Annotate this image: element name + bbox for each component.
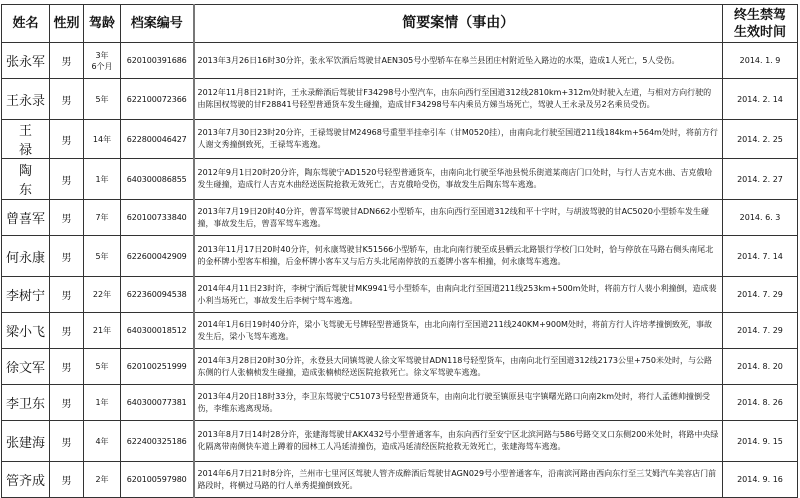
header-years: 驾龄	[84, 5, 121, 43]
cell-years	[84, 120, 121, 159]
cell-name: 张永军	[2, 43, 50, 79]
cell-name: 曾喜军	[2, 200, 50, 236]
cell-file-no: 622400325186	[121, 421, 194, 462]
cell-effective-date: 2014. 2. 27	[723, 159, 798, 200]
cell-file-no: 620100597980	[121, 462, 194, 498]
cell-years-line1: 5年	[95, 94, 109, 104]
lifetime-driving-ban-table	[1, 4, 798, 498]
table-row	[2, 277, 798, 313]
cell-name: 管齐成	[2, 462, 50, 498]
cell-name: 王禄	[2, 120, 50, 159]
cell-gender: 男	[50, 79, 84, 120]
cell-gender: 男	[50, 236, 84, 277]
cell-effective-date: 2014. 1. 9	[723, 43, 798, 79]
cell-effective-date: 2014. 9. 15	[723, 421, 798, 462]
table-row	[2, 236, 798, 277]
cell-summary: 2013年7月30日23时20分许，王禄驾驶甘M24968号重型半挂牵引车（甘M0520挂），由南向北行驶至国道211线184km+564m处时，将前方行人谢文秀撞倒致死，王禄驾车逃逸。	[194, 120, 723, 159]
cell-summary: 2013年7月19日20时40分许，曾喜军驾驶甘ADN662小型轿车，由东向西行至国道312线和平十字时，与胡波驾驶的甘AC5020小型轿车发生碰撞，事故发生后，曾喜军驾车逃逸。	[194, 200, 723, 236]
cell-years-line1: 3年	[95, 50, 109, 60]
cell-gender: 男	[50, 349, 84, 385]
table-row	[2, 43, 798, 79]
cell-file-no: 640300018512	[121, 313, 194, 349]
table-row	[2, 462, 798, 498]
cell-years	[84, 385, 121, 421]
cell-years	[84, 159, 121, 200]
cell-summary: 2012年11月8日21时许，王永录醉酒后驾驶甘F34298号小型汽车，由东向西行至国道312线2810km+312m处时驶入左道，与相对方向行驶的由陈国权驾驶的甘F28841号轻型普通货车发生碰撞，造成甘F34298号车内乘员方娣当场死亡，驾驶人王永录及另2名乘员受伤。	[194, 79, 723, 120]
header-effective-date	[723, 5, 798, 43]
cell-effective-date: 2014. 2. 14	[723, 79, 798, 120]
cell-gender: 男	[50, 277, 84, 313]
cell-file-no: 622600042909	[121, 236, 194, 277]
cell-gender: 男	[50, 120, 84, 159]
table-body	[2, 43, 798, 498]
cell-name: 张建海	[2, 421, 50, 462]
cell-effective-date: 2014. 2. 25	[723, 120, 798, 159]
cell-years	[84, 462, 121, 498]
cell-summary: 2014年6月7日21时8分许，兰州市七里河区驾驶人管齐成醉酒后驾驶甘AGN029号小型普通客车，沿南滨河路由西向东行至三艾姆汽车美容店门前路段时，将横过马路的行人单秀提撞倒致死。	[194, 462, 723, 498]
cell-name: 何永康	[2, 236, 50, 277]
table-row	[2, 349, 798, 385]
table-row	[2, 200, 798, 236]
cell-file-no: 622360094538	[121, 277, 194, 313]
table-row	[2, 79, 798, 120]
cell-summary: 2014年4月11日23时许，李树宁酒后驾驶甘MK9941号小型轿车，由南向北行至国道211线253km+500m处时，将前方行人裴小利撞倒，造成裴小利当场死亡，事故发生后李树宁驾车逃逸。	[194, 277, 723, 313]
cell-name: 徐文军	[2, 349, 50, 385]
header-effective-date-line2: 生效时间	[733, 24, 786, 40]
cell-name: 梁小飞	[2, 313, 50, 349]
cell-years-line1: 5年	[95, 251, 109, 261]
cell-file-no: 620100733840	[121, 200, 194, 236]
cell-name: 陶东	[2, 159, 50, 200]
cell-years-line1: 1年	[95, 174, 109, 184]
cell-effective-date: 2014. 9. 16	[723, 462, 798, 498]
cell-summary: 2013年4月20日18时33分，李卫东驾驶宁C51073号轻型普通货车，由南向北行驶至镇原县屯字镇曙光路口向南2km处时，将行人孟德帅撞倒受伤，李维东逃离现场。	[194, 385, 723, 421]
header-summary: 简要案情（事由）	[194, 5, 723, 43]
cell-years-line1: 4年	[95, 436, 109, 446]
cell-years-line1: 22年	[92, 290, 112, 299]
cell-file-no: 620100251999	[121, 349, 194, 385]
header-gender: 性别	[50, 5, 84, 43]
table-row	[2, 385, 798, 421]
table-row	[2, 313, 798, 349]
cell-gender: 男	[50, 462, 84, 498]
cell-file-no: 640300086855	[121, 159, 194, 200]
header-file-no: 档案编号	[121, 5, 194, 43]
cell-summary: 2014年1月6日19时40分许，梁小飞驾驶无号牌轻型普通货车，由北向南行至国道211线240KM+900M处时，将前方行人许培孝撞倒致死，事故发生后，梁小飞驾车逃逸。	[194, 313, 723, 349]
cell-effective-date: 2014. 7. 29	[723, 313, 798, 349]
cell-file-no: 622800046427	[121, 120, 194, 159]
table-row	[2, 120, 798, 159]
cell-effective-date: 2014. 7. 29	[723, 277, 798, 313]
cell-file-no: 622100072366	[121, 79, 194, 120]
cell-gender: 男	[50, 385, 84, 421]
cell-summary: 2013年11月17日20时40分许，何永康驾驶甘K51566小型轿车，由北向南行驶至成县栖云北路银行学校门口处时，恰与停放在马路右侧头南尾北的金杯牌小型客车相撞，后金杯牌小客车又与后方头北尾南停放的五菱牌小客车相撞，何永康驾车逃逸。	[194, 236, 723, 277]
cell-name: 王永录	[2, 79, 50, 120]
cell-summary: 2014年3月28日20时30分许，永登县大同镇驾驶人徐文军驾驶甘ADN118号轻型货车，由南向北行至国道312线2173公里+750米处时，与公路东侧的行人张楠桢发生碰撞，造成张楠桢经送医院抢救死亡。徐文军驾驶车逃逸。	[194, 349, 723, 385]
cell-years	[84, 236, 121, 277]
cell-years	[84, 43, 121, 79]
table-row	[2, 421, 798, 462]
cell-name: 李卫东	[2, 385, 50, 421]
cell-gender: 男	[50, 43, 84, 79]
cell-years-line1: 7年	[95, 213, 109, 222]
cell-years	[84, 79, 121, 120]
cell-gender: 男	[50, 159, 84, 200]
header-row	[2, 5, 798, 43]
cell-years-line1: 21年	[92, 326, 112, 335]
cell-years-line2: 6个月	[91, 61, 113, 71]
cell-file-no: 620100391686	[121, 43, 194, 79]
cell-years	[84, 349, 121, 385]
cell-name: 李树宁	[2, 277, 50, 313]
header-name: 姓名	[2, 5, 50, 43]
cell-effective-date: 2014. 6. 3	[723, 200, 798, 236]
cell-file-no: 640300077381	[121, 385, 194, 421]
cell-years	[84, 421, 121, 462]
cell-years	[84, 277, 121, 313]
cell-effective-date: 2014. 8. 20	[723, 349, 798, 385]
cell-years	[84, 200, 121, 236]
cell-effective-date: 2014. 7. 14	[723, 236, 798, 277]
header-effective-date-line1: 终生禁驾	[733, 7, 786, 23]
cell-years-line1: 2年	[95, 475, 109, 484]
cell-effective-date: 2014. 8. 26	[723, 385, 798, 421]
cell-years-line1: 5年	[95, 362, 109, 371]
cell-gender: 男	[50, 421, 84, 462]
cell-years-line1: 1年	[95, 398, 109, 407]
cell-summary: 2012年9月1日20时20分许，陶东驾驶宁AD1520号轻型普通货车，由南向北行驶至华池县悦乐街道某商店门口处时，与行人吉克木曲、吉克俄哈发生碰撞，造成行人吉克木曲经送医院抢救无效死亡，吉克俄哈受伤，事故发生后陶东驾车逃逸。	[194, 159, 723, 200]
cell-years	[84, 313, 121, 349]
cell-summary: 2013年8月7日14时28分许，张建海驾驶甘AKX432号小型普通客车，由东向西行至安宁区北滨河路与586号路交叉口东侧200米处时，将路中央绿化隔离带南侧快车道上蹲着的园林工人冯延清撞伤，造成冯延清经医院抢救无效死亡，张建海驾车逃逸。	[194, 421, 723, 462]
cell-summary: 2013年3月26日16时30分许，张永军饮酒后驾驶甘AEN305号小型轿车在皋兰县团庄村附近坠入路边的水渠，造成1人死亡，5人受伤。	[194, 43, 723, 79]
cell-gender: 男	[50, 313, 84, 349]
cell-years-line1: 14年	[92, 134, 112, 144]
cell-gender: 男	[50, 200, 84, 236]
table-row	[2, 159, 798, 200]
